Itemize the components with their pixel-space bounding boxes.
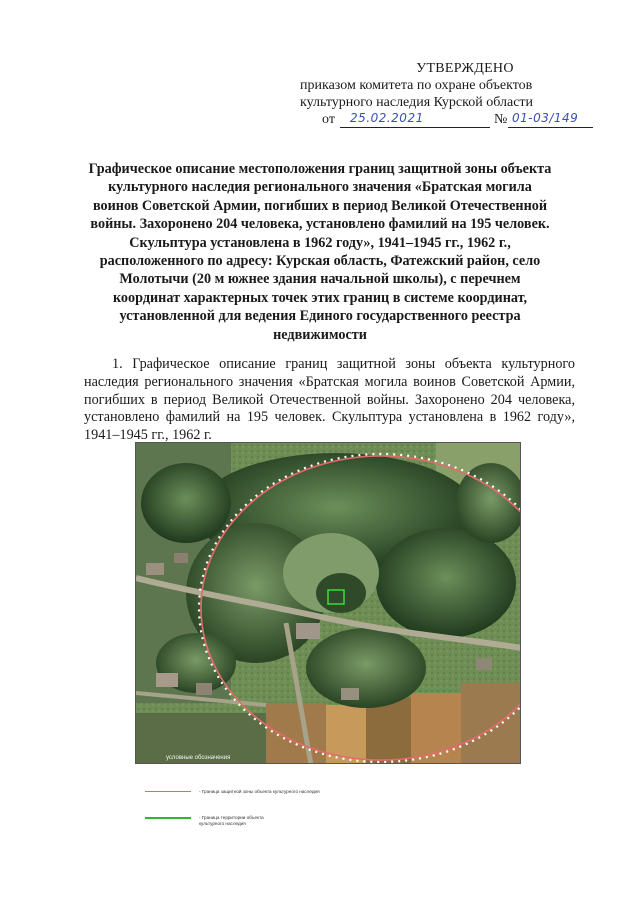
legend-territory-swatch [145,817,191,819]
field-plot [366,698,411,764]
number-value: 01-03/149 [512,111,579,125]
tree-canopy [376,528,516,638]
satellite-map [135,442,521,764]
building [196,683,212,695]
map-svg [136,443,521,764]
field-plot [266,703,326,764]
tree-canopy [141,463,231,543]
approval-stamp [300,60,600,129]
number-prefix: № [494,112,508,127]
approval-date-line [322,111,600,129]
legend-item [145,785,445,811]
field-plot [461,683,521,764]
date-value: 25.02.2021 [350,111,424,125]
approval-title: УТВЕРЖДЕНО [416,61,514,76]
approval-line-2: культурного наследия Курской области [300,95,534,110]
building [156,673,178,687]
map-legend [145,785,445,837]
legend-item-label: - Граница защитной зоны объекта культурного наследия [199,789,320,794]
building [174,553,188,563]
legend-item-label: - Граница территории объекта культурного наследия [199,815,264,826]
building [476,658,492,670]
tree-canopy [306,628,426,708]
field-plot [326,705,366,764]
building [341,688,359,700]
building [146,563,164,575]
map-scale-label: условные обозначения [166,755,231,761]
building [296,623,320,639]
legend-boundary-swatch [145,791,191,792]
tree-group [316,573,366,613]
date-prefix: от [322,112,335,127]
legend-item [145,811,445,837]
section-1-paragraph: 1. Графическое описание границ защитной зоны объекта культурного наследия регионального значения «Братская могила воинов Советской Армии, погибших в период Великой Отечественной войны. Захоронено 204 человека, установлено фамилий на 195 человек. Скульптура установлена в 1962 году», 1941–1945 гг., 1962 г. [84,356,575,444]
approval-line-1: приказом комитета по охране объектов [300,78,533,93]
document-title: Графическое описание местоположения границ защитной зоны объекта культурного наследия регионального значения «Братская могила воинов Советской Армии, погибших в период Великой Отечественной войны. Захоронено 204 человека, установлено фамилий на 195 человек. Скульптура установлена в 1962 году», 1941–1945 гг., 1962 г., расположенного по адресу: Курская область, Фатежский район, село Молотычи (20 м южнее здания начальной школы), с перечнем координат характерных точек этих границ в системе координат, установленной для ведения Единого государственного реестра недвижимости [88,161,552,343]
